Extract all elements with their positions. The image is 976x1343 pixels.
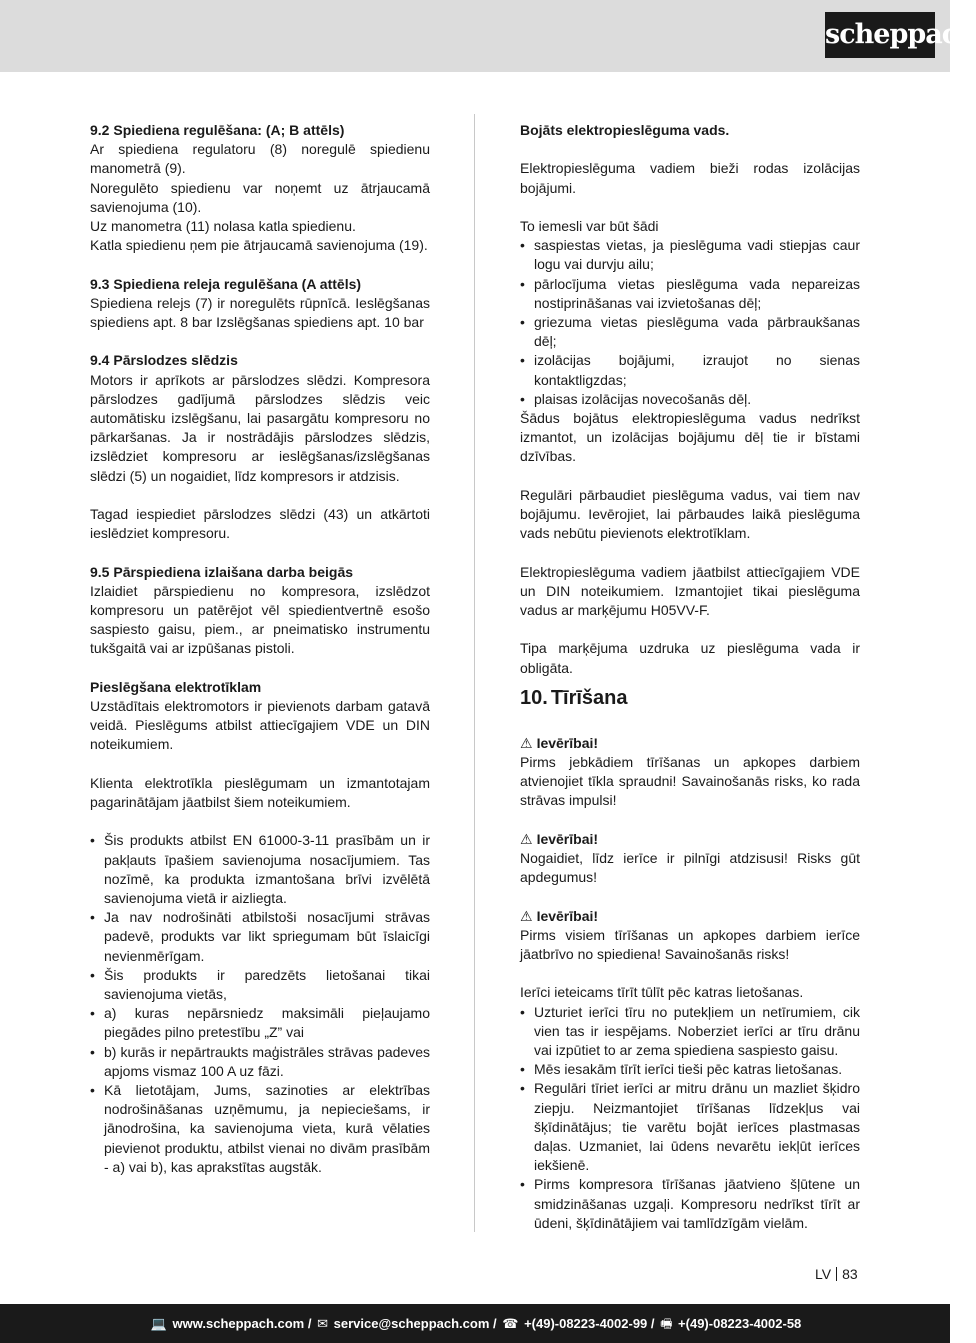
list-item: • b) kurās ir nepārtraukts maģistrāles strāvas padeves apjoms vismaz 100 A uz fāzi. (90, 1043, 430, 1081)
paragraph: Pirms jebkādiem tīrīšanas un apkopes darbiem atvienojiet tīkla spraudni! Savainošanās risks, ko rada strāvas impulsi! (520, 754, 860, 809)
list-item: • Regulāri tīriet ierīci ar mitru drānu un mazliet šķidro ziepju. Neizmantojiet tīrīšanas līdzekļus vai šķīdinātājus; tie varētu bojāt ierīces plastmasas daļas. Uzmaniet, lai ūdens nevarētu iekļūt ierīces iekšienē. (520, 1079, 860, 1175)
brand-logo: scheppach (825, 12, 935, 58)
computer-icon: 💻 (150, 1316, 167, 1331)
left-column (90, 121, 430, 1196)
paragraph: Tagad iespiediet pārslodzes slēdzi (43) un atkārtoti ieslēdziet kompresoru. (90, 506, 430, 542)
bullet-list (520, 1003, 860, 1233)
warning-triangle-icon: ⚠ (520, 907, 533, 924)
warning-block (520, 830, 860, 888)
warning-triangle-icon: ⚠ (520, 830, 533, 847)
list-item: • saspiestas vietas, ja pieslēguma vadi stiepjas caur logu vai durvju ailu; (520, 236, 860, 274)
paragraph: Elektropieslēguma vadiem jāatbilst attiecīgajiem VDE un DIN noteikumiem. Izmantojiet tikai pieslēguma vadus ar marķējumu H05VV-F. (520, 563, 860, 619)
paragraph: Šādus bojātus elektropieslēguma vadus nedrīkst izmantot, un izolācijas bojājumu dēļ tie ir bīstami dzīvības. (520, 410, 860, 465)
list-item: • Šis produkts ir paredzēts lietošanai tikai savienojuma vietās, (90, 966, 430, 1004)
section-10-cleaning (520, 684, 860, 1233)
section-number: 10. (520, 686, 548, 709)
header-band (0, 0, 950, 72)
paragraph: Noregulēto spiedienu var noņemt uz ātrjaucamā savienojuma (10). (90, 179, 430, 215)
warning-block (520, 907, 860, 965)
page-language: LV (815, 1266, 832, 1282)
warning-block (520, 734, 860, 811)
warning-triangle-icon: ⚠ (520, 734, 533, 751)
paragraph: Elektropieslēguma vadiem bieži rodas izolācijas bojājumi. (520, 160, 860, 196)
paragraph: Spiediena relejs (7) ir noregulēts rūpnīcā. Ieslēgšanas spiediens apt. 8 bar Izslēgšanas spiediens apt. 10 bar (90, 294, 430, 331)
warning-label: Ievērībai! (536, 907, 599, 924)
section-9-5 (90, 563, 430, 659)
section-title: Pieslēgšana elektrotīklam (90, 678, 262, 695)
footer-fax: +(49)-08223-4002-58 (678, 1316, 802, 1331)
list-item: • Mēs iesakām tīrīt ierīci tieši pēc katras lietošanas. (520, 1060, 860, 1079)
list-item: • Pirms kompresora tīrīšanas jāatvieno šļūtene un smidzināšanas uzgaļi. Kompresoru nedrīkst tīrīt ar ūdeni, šķīdinātājiem vai tamlīdzīgām vielām. (520, 1175, 860, 1233)
footer-website[interactable]: www.scheppach.com (172, 1316, 305, 1331)
section-9-4 (90, 351, 430, 543)
warning-label: Ievērībai! (536, 734, 599, 751)
list-item: • izolācijas bojājumi, izraujot no sienas kontaktligzdas; (520, 351, 860, 389)
paragraph: Katla spiedienu ņem pie ātrjaucamā savienojuma (19). (90, 237, 428, 254)
list-item: • Kā lietotājam, Jums, sazinoties ar elektrības nodrošināšanas uzņēmumu, ja nepieciešams, ir jānodrošina, ka savienojuma vieta, kurā vēlaties pievienot produktu, atbilst vienai no divām prasībām - a) vai b), kas aprakstītas augstāk. (90, 1081, 430, 1177)
page-number-value: 83 (842, 1266, 858, 1282)
warning-label: Ievērībai! (536, 830, 599, 847)
mail-icon: ✉ (317, 1316, 328, 1331)
section-title: 9.4 Pārslodzes slēdzis (90, 352, 238, 369)
page-number (815, 1265, 858, 1283)
list-item: • griezuma vietas pieslēguma vada pārbraukšanas dēļ; (520, 313, 860, 351)
paragraph: Tipa marķējuma uzdruka uz pieslēguma vada ir obligāta. (520, 640, 860, 676)
section-title: Bojāts elektropieslēguma vads. (520, 122, 730, 138)
section-damaged-cable (520, 121, 860, 678)
right-column (520, 121, 860, 1233)
paragraph: Ierīci ieteicams tīrīt tūlīt pēc katras lietošanas. (520, 984, 804, 1001)
paragraph: To iemesli var būt šādi (520, 217, 659, 234)
footer-bar: 💻 www.scheppach.com / ✉ service@scheppach.com / ☎ +(49)-08223-4002-99 / 🖷 +(49)-08223-4002-58 (0, 1304, 950, 1343)
paragraph: Ar spiediena regulatoru (8) noregulē spiedienu manometrā (9). (90, 141, 430, 177)
bullet-list (520, 236, 860, 409)
footer-email[interactable]: service@scheppach.com (333, 1316, 490, 1331)
section-title: 9.5 Pārspiediena izlaišana darba beigās (90, 563, 354, 580)
paragraph: Motors ir aprīkots ar pārslodzes slēdzi. Kompresora pārslodzes gadījumā pārslodzes slēdzis veic automātisku izslēgšanu, lai pasargātu kompresoru no pārkaršanas. Ja ir nostrādājis pārslodzes slēdzis, izslēdziet kompresoru ar ieslēgšanas/izslēgšanas slēdzi (5) un nogaidiet, līdz kompresors ir atdzisis. (90, 371, 430, 484)
section-power-connection (90, 678, 430, 1177)
footer-phone: +(49)-08223-4002-99 (524, 1316, 648, 1331)
section-9-2 (90, 121, 430, 255)
list-item: • Ja nav nodrošināti atbilstoši nosacījumi strāvas padevē, produkts var likt spriegumam būt īslaicīgi nevienmērīgam. (90, 908, 430, 966)
paragraph: Klienta elektrotīkla pieslēgumam un izmantotajam pagarinātājam jāatbilst šiem noteikumiem. (90, 774, 430, 811)
section-9-3 (90, 275, 430, 333)
list-item: • plaisas izolācijas novecošanās dēļ. (520, 390, 860, 409)
paragraph: Regulāri pārbaudiet pieslēguma vadus, vai tiem nav bojājumu. Ievērojiet, lai pārbaudes laikā pieslēguma vads nebūtu pievienots elektrotīklam. (520, 486, 860, 542)
paragraph: Uzstādītais elektromotors ir pievienots darbam gatavā veidā. Pieslēgums atbilst attiecīgajiem VDE un DIN noteikumiem. (90, 698, 430, 753)
section-heading (520, 684, 860, 712)
paragraph: Uz manometra (11) nolasa katla spiedienu. (90, 218, 356, 235)
list-item: • pārlocījuma vietas pieslēguma vada nepareizas nostiprināšanas vai izvietošanas dēļ; (520, 275, 860, 313)
column-divider (474, 114, 475, 1232)
section-title: 9.2 Spiediena regulēšana: (A; B attēls) (90, 122, 345, 138)
list-item: • Uzturiet ierīci tīru no putekļiem un netīrumiem, cik vien tas ir iespējams. Noberziet ierīci ar tīru drānu vai izpūtiet to ar zema spiediena saspiesto gaisu. (520, 1003, 860, 1061)
phone-icon: ☎ (502, 1316, 519, 1331)
paragraph: Izlaidiet pārspiedienu no kompresora, izslēdzot kompresoru un patērējot vēl spiedientvertnē esošo saspiesto gaisu, piem., ar pneimatisko instrumentu tukšgaitā vai ar izpūšanas pistoli. (90, 582, 430, 657)
section-heading-text: Tīrīšana (550, 686, 628, 709)
bullet-list (90, 831, 430, 1177)
paragraph: Pirms visiem tīrīšanas un apkopes darbiem ierīce jāatbrīvo no spiediena! Savainošanās risks! (520, 926, 860, 963)
section-title: 9.3 Spiediena releja regulēšana (A attēls) (90, 275, 362, 292)
list-item: • a) kuras nepārsniedz maksimāli pieļaujamo piegādes pilno pretestību „Z” vai (90, 1004, 430, 1042)
list-item: • Šis produkts atbilst EN 61000-3-11 prasībām un ir pakļauts īpašiem savienojuma nosacījumiem. Tas nozīmē, ka produkta izmantošana brīvi izvēlētā savienojuma vietā ir aizliegta. (90, 831, 430, 908)
fax-icon: 🖷 (660, 1316, 673, 1331)
paragraph: Nogaidiet, līdz ierīce ir pilnīgi atdzisusi! Risks gūt apdegumus! (520, 850, 860, 886)
